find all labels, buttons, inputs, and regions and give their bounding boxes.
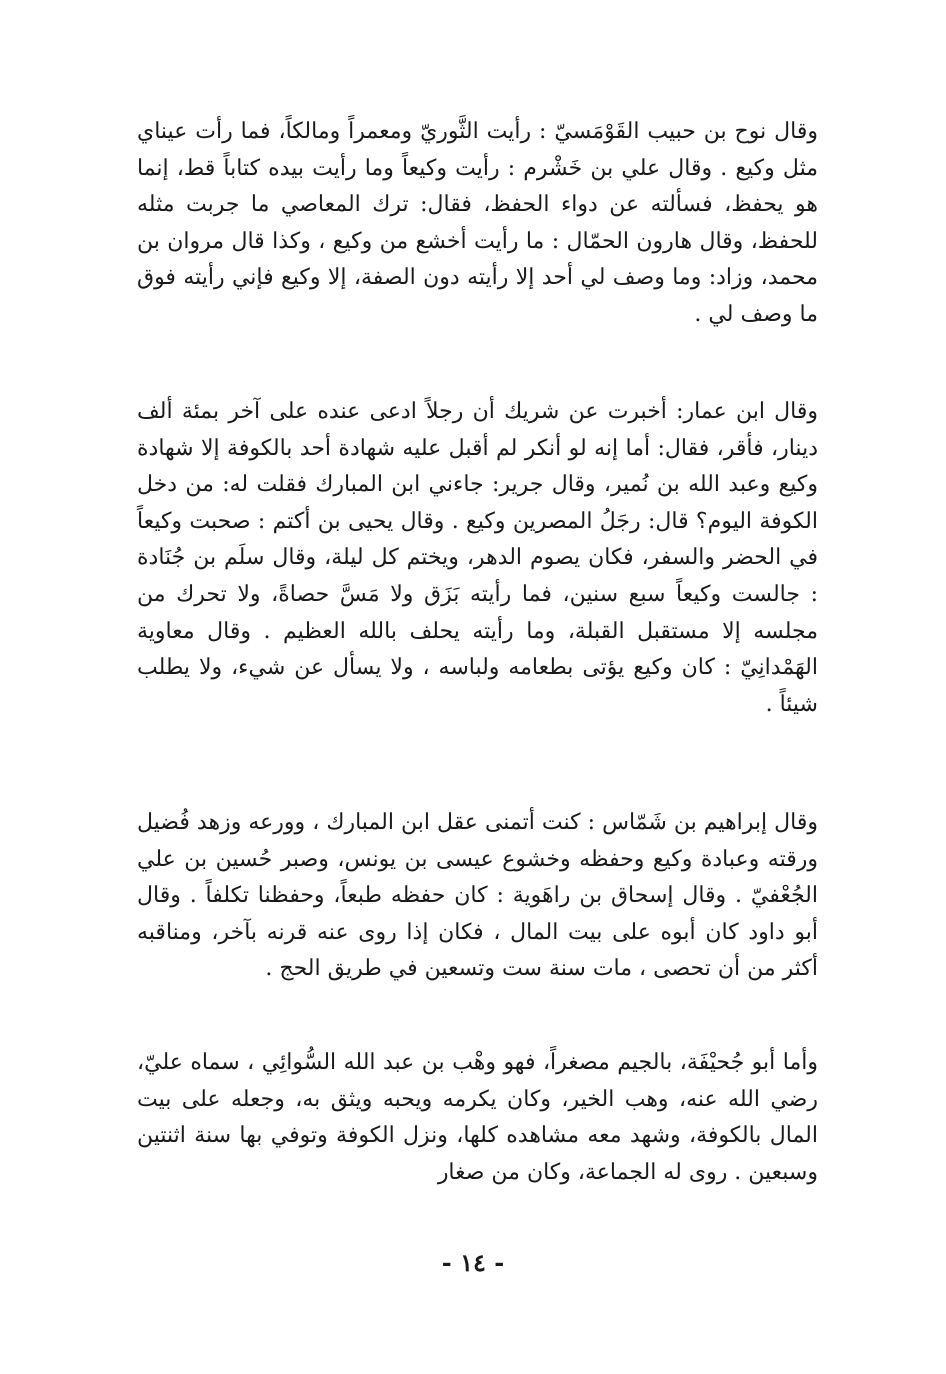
paragraph-4: وأما أبو جُحيْفَة، بالجيم مصغراً، فهو وهْب بن عبد الله السُّوائِي ، سماه عليّ، رضي الله عنه، وهب الخير، وكان يكرمه ويحبه ويثق به، وجعله على بيت المال بالكوفة، وشهد معه مشاهده كلها، ونزل الكوفة وتوفي بها سنة اثنتين وسبعين . روى له الجماعة، وكان من صغار: [137, 1050, 818, 1185]
paragraph-3: وقال إبراهيم بن شَمّاس : كنت أتمنى عقل ابن المبارك ، وورعه وزهد فُضيل ورقته وعبادة وكيع وحفظه وخشوع عيسى بن يونس، وصبر حُسين بن علي الجُعْفيّ . وقال إسحاق بن راهَوية : كان حفظه طبعاً، وحفظنا تكلفاً . وقال أبو داود كان أبوه على بيت المال ، فكان إذا روى عنه قرنه بآخر، ومناقبه أكثر من أن تحصى ، مات سنة ست وتسعين في طريق الحج .: [137, 810, 818, 982]
paragraph-1: وقال نوح بن حبيب القَوْمَسيّ : رأيت الثَّوريّ ومعمراً ومالكاً، فما رأت عيناي مثل وكيع . وقال علي بن خَشْرم : رأيت وكيعاً وما رأيت بيده كتاباً قط، إنما هو يحفظ، فسألته عن دواء الحفظ، فقال: ترك المعاصي ما جربت مثله للحفظ، وقال هارون الحمّال : ما رأيت أخشع من وكيع ، وكذا قال مروان بن محمد، وزاد: وما وصف لي أحد إلا رأيته دون الصفة، إلا وكيع فإني رأيته فوق ما وصف لي .: [137, 119, 818, 327]
page-number: - ١٤ -: [441, 1248, 505, 1277]
paragraph-2: وقال ابن عمار: أخبرت عن شريك أن رجلاً ادعى عنده على آخر بمئة ألف دينار، فأقر، فقال: أما إنه لو أنكر لم أقبل عليه شهادة أحد بالكوفة إلا شهادة وكيع وعبد الله بن نُمير، وقال جرير: جاءني ابن المبارك فقلت له: من دخل الكوفة اليوم؟ قال: رجَلُ المصرين وكيع . وقال يحيى بن أكتم : صحبت وكيعاً في الحضر والسفر، فكان يصوم الدهر، ويختم كل ليلة، وقال سلَم بن جُنَادة : جالست وكيعاً سبع سنين، فما رأيته بَزَق ولا مَسَّ حصاةً، ولا تحرك من مجلسه إلا مستقبل القبلة، وما رأيته يحلف بالله العظيم . وقال معاوية الهَمْدانِيّ : كان وكيع يؤتى بطعامه ولباسه ، ولا يسأل عن شيء، ولا يطلب شيئاً .: [137, 399, 818, 717]
